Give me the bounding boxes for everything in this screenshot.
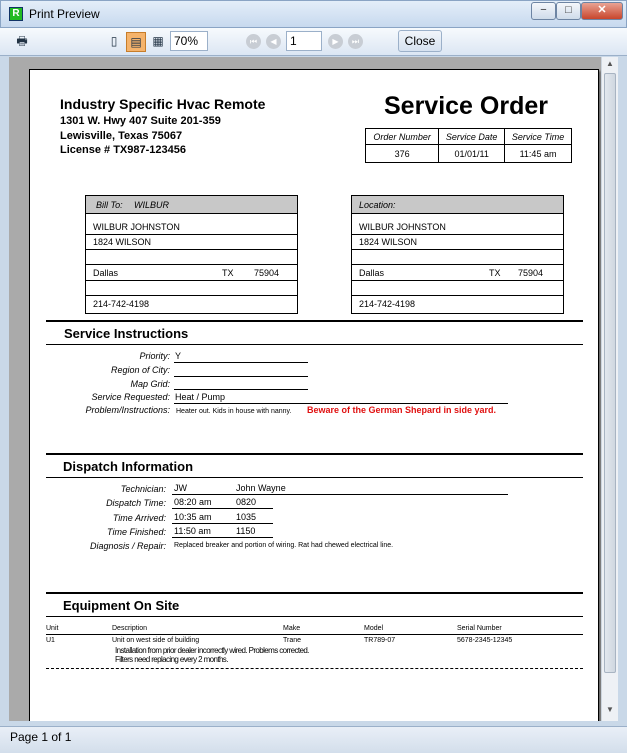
equipment-make: Trane: [283, 637, 302, 644]
service-instructions-title: Service Instructions: [64, 326, 189, 341]
divider: [86, 280, 297, 281]
bill-to-name: WILBUR JOHNSTON: [93, 222, 180, 232]
app-icon: R: [9, 7, 23, 21]
priority-label: Priority:: [139, 351, 170, 361]
scroll-up-icon[interactable]: ▲: [606, 59, 614, 68]
document-title: Service Order: [384, 92, 548, 120]
location-street: 1824 WILSON: [359, 237, 418, 247]
bill-to-zip: 75904: [254, 268, 280, 278]
equipment-note: Filters need replacing every 2 months.: [115, 655, 228, 664]
problem-label: Problem/Instructions:: [85, 405, 170, 415]
bill-to-state: TX: [222, 268, 234, 278]
divider: [352, 234, 563, 235]
minimize-button[interactable]: −: [531, 2, 556, 20]
window-title: Print Preview: [29, 7, 100, 21]
page-number-input[interactable]: 1: [286, 31, 322, 51]
maximize-button[interactable]: □: [556, 2, 581, 20]
field-underline: [174, 389, 308, 390]
equipment-col-description: Description: [112, 625, 148, 632]
vertical-scrollbar[interactable]: [601, 57, 618, 721]
field-underline: [172, 508, 273, 509]
field-underline: [172, 523, 273, 524]
time-arrived-code: 1035: [236, 512, 257, 522]
diagnosis-label: Diagnosis / Repair:: [89, 541, 166, 551]
field-underline: [172, 537, 273, 538]
problem-warning: Beware of the German Shepard in side yard.: [307, 405, 497, 415]
divider: [86, 264, 297, 265]
technician-code: JW: [174, 483, 187, 493]
preview-viewport[interactable]: [9, 57, 601, 721]
field-underline: [174, 376, 308, 377]
bill-to-label: Bill To:: [96, 200, 123, 210]
page-width-icon[interactable]: ▤: [126, 32, 146, 52]
dispatch-time-label: Dispatch Time:: [106, 498, 166, 508]
status-bar: [0, 726, 627, 753]
location-zip: 75904: [518, 268, 544, 278]
region-label: Region of City:: [110, 365, 170, 375]
print-icon[interactable]: 🖶: [16, 34, 28, 48]
divider: [352, 249, 563, 250]
equipment-col-serial: Serial Number: [457, 625, 502, 632]
service-requested-value: Heat / Pump: [175, 392, 226, 402]
toolbar: [0, 28, 627, 56]
scroll-down-icon[interactable]: ▼: [606, 705, 614, 714]
order-header: Service Time: [505, 129, 572, 145]
section-rule: [46, 592, 583, 594]
scroll-thumb[interactable]: [604, 73, 616, 673]
first-page-icon[interactable]: ⏮: [246, 34, 261, 49]
field-underline: [174, 362, 308, 363]
table-header-rule: [46, 634, 583, 635]
row-separator: [46, 668, 583, 669]
report-page: [29, 69, 599, 721]
field-underline: [172, 494, 508, 495]
bill-to-city: Dallas: [93, 268, 119, 278]
time-finished-label: Time Finished:: [107, 527, 166, 537]
location-box: [351, 195, 564, 314]
location-city: Dallas: [359, 268, 385, 278]
next-page-icon[interactable]: ▶: [328, 34, 343, 49]
equipment-unit: U1: [46, 637, 55, 644]
prev-page-icon[interactable]: ◀: [266, 34, 281, 49]
company-address1: 1301 W. Hwy 407 Suite 201-359: [60, 115, 221, 127]
field-underline: [174, 403, 508, 404]
problem-value: Heater out. Kids in house with nanny.: [176, 408, 292, 415]
service-requested-label: Service Requested:: [91, 392, 170, 402]
priority-value: Y: [175, 351, 182, 361]
close-window-button[interactable]: ✕: [581, 2, 623, 20]
divider: [86, 249, 297, 250]
diagnosis-value: Replaced breaker and portion of wiring. Rat had chewed electrical line.: [174, 542, 394, 549]
last-page-icon[interactable]: ⏭: [348, 34, 363, 49]
bill-to-box: [85, 195, 298, 314]
section-rule: [46, 320, 583, 322]
service-time: 11:45 am: [505, 145, 572, 163]
order-header: Order Number: [366, 129, 439, 145]
dispatch-title: Dispatch Information: [63, 459, 194, 474]
single-page-icon[interactable]: ▯: [110, 34, 118, 48]
equipment-col-model: Model: [364, 625, 384, 632]
company-address2: Lewisville, Texas 75067: [60, 130, 183, 142]
service-date: 01/01/11: [439, 145, 505, 163]
time-finished-value: 11:50 am: [174, 526, 211, 536]
order-table: [365, 128, 572, 163]
section-rule: [46, 616, 583, 617]
technician-name: John Wayne: [236, 483, 286, 493]
equipment-col-make: Make: [283, 625, 301, 632]
time-finished-code: 1150: [236, 526, 256, 536]
divider: [86, 234, 297, 235]
divider: [352, 264, 563, 265]
close-button[interactable]: Close: [398, 30, 442, 52]
time-arrived-label: Time Arrived:: [112, 513, 166, 523]
equipment-desc: Unit on west side of building: [112, 637, 200, 644]
divider: [86, 295, 297, 296]
location-label: Location:: [359, 200, 396, 210]
equipment-note: Installation from prior dealer incorrectly wired. Problems corrected.: [115, 646, 309, 655]
company-name: Industry Specific Hvac Remote: [60, 96, 266, 112]
order-number: 376: [366, 145, 439, 163]
page-status: Page 1 of 1: [10, 730, 72, 744]
bill-to-value: WILBUR: [134, 200, 170, 210]
technician-label: Technician:: [120, 484, 166, 494]
time-arrived-value: 10:35 am: [174, 512, 212, 522]
equipment-serial: 5678-2345-12345: [457, 637, 513, 644]
order-header: Service Date: [439, 129, 505, 145]
section-rule: [46, 477, 583, 478]
equipment-model: TR789-07: [364, 637, 396, 644]
location-state: TX: [489, 268, 501, 278]
equipment-col-unit: Unit: [46, 625, 59, 632]
whole-page-icon[interactable]: ▦: [152, 34, 164, 48]
dispatch-time-code: 0820: [236, 497, 257, 507]
section-rule: [46, 453, 583, 455]
location-header: [352, 196, 563, 214]
location-name: WILBUR JOHNSTON: [359, 222, 446, 232]
dispatch-time-value: 08:20 am: [174, 497, 212, 507]
divider: [352, 295, 563, 296]
zoom-input[interactable]: 70%: [170, 31, 208, 51]
divider: [352, 280, 563, 281]
map-grid-label: Map Grid:: [130, 379, 170, 389]
bill-to-street: 1824 WILSON: [93, 237, 152, 247]
bill-to-phone: 214-742-4198: [93, 299, 150, 309]
section-rule: [46, 344, 583, 345]
equipment-title: Equipment On Site: [63, 598, 180, 613]
company-license: License # TX987-123456: [60, 144, 186, 156]
location-phone: 214-742-4198: [359, 299, 416, 309]
bill-to-header: [86, 196, 297, 214]
title-bar: [0, 0, 627, 28]
